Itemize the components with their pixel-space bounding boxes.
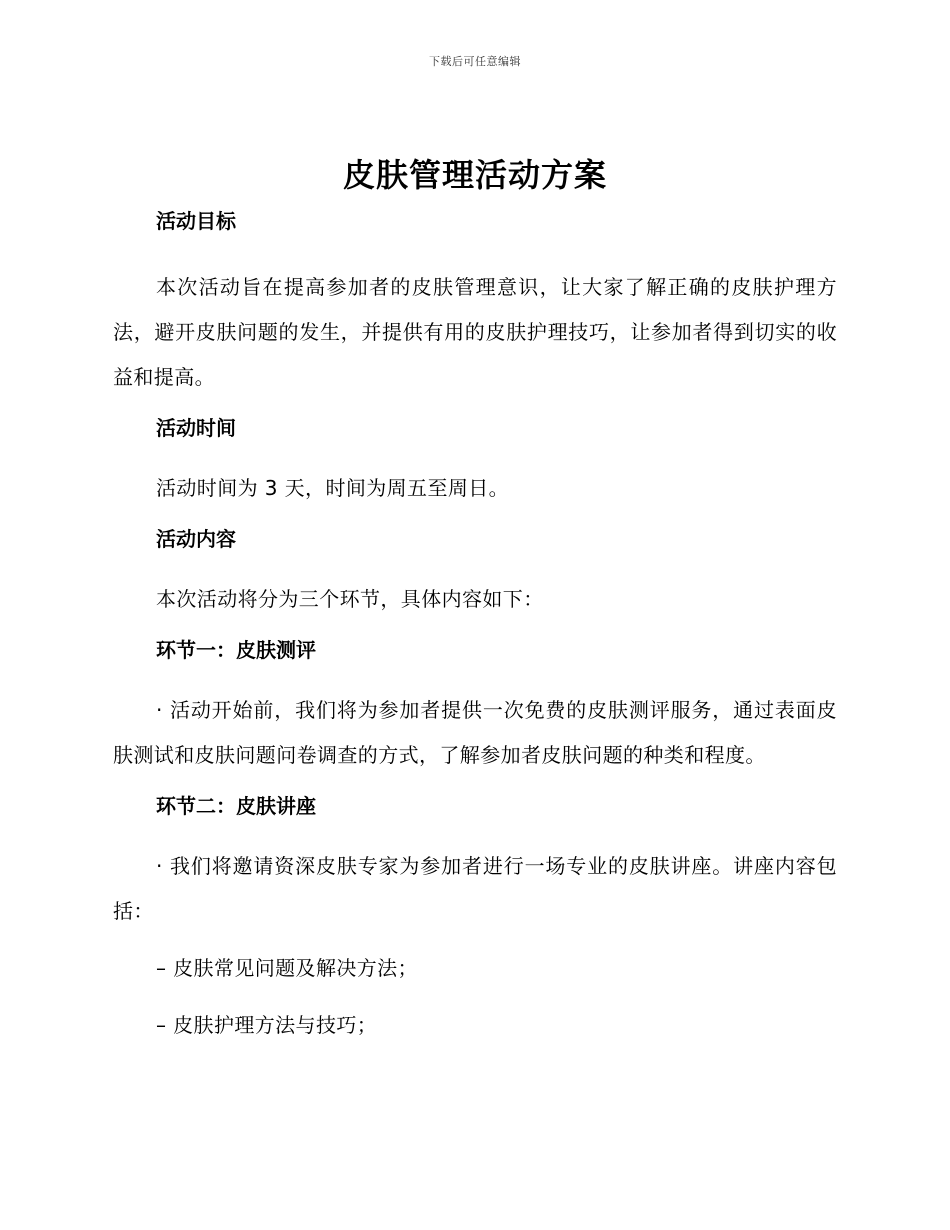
spacer: [113, 991, 837, 1003]
spacer: [113, 444, 837, 466]
section-heading-stage2: 环节二：皮肤讲座: [156, 794, 316, 818]
spacer: [113, 666, 837, 688]
paragraph-stage1: · 活动开始前，我们将为参加者提供一次免费的皮肤测评服务，通过表面皮肤测试和皮肤问题问卷调查的方式，了解参加者皮肤问题的种类和程度。: [113, 698, 837, 767]
document-title: 皮肤管理活动方案: [342, 156, 607, 194]
section-heading-content: 活动内容: [156, 527, 236, 551]
spacer: [113, 400, 837, 412]
section-heading-goal: 活动目标: [156, 209, 236, 233]
list-item: – 皮肤常见问题及解决方法；: [156, 956, 418, 980]
spacer: [113, 822, 837, 844]
spacer: [113, 511, 837, 523]
spacer: [113, 555, 837, 577]
header-note: 下载后可任意编辑: [429, 55, 521, 68]
spacer: [113, 934, 837, 946]
paragraph-content: 本次活动将分为三个环节，具体内容如下：: [156, 587, 544, 611]
paragraph-stage2: · 我们将邀请资深皮肤专家为参加者进行一场专业的皮肤讲座。讲座内容包括：: [113, 854, 837, 923]
spacer: [113, 237, 837, 265]
section-heading-time: 活动时间: [156, 416, 236, 440]
spacer: [113, 778, 837, 790]
section-heading-stage1: 环节一：皮肤测评: [156, 638, 316, 662]
document-body: [113, 205, 837, 1048]
spacer: [113, 622, 837, 634]
list-item: – 皮肤护理方法与技巧；: [156, 1013, 378, 1037]
paragraph-goal: 本次活动旨在提高参加者的皮肤管理意识，让大家了解正确的皮肤护理方法，避开皮肤问题的发生，并提供有用的皮肤护理技巧，让参加者得到切实的收益和提高。: [113, 275, 837, 389]
paragraph-time: 活动时间为 3 天，时间为周五至周日。: [156, 476, 510, 500]
